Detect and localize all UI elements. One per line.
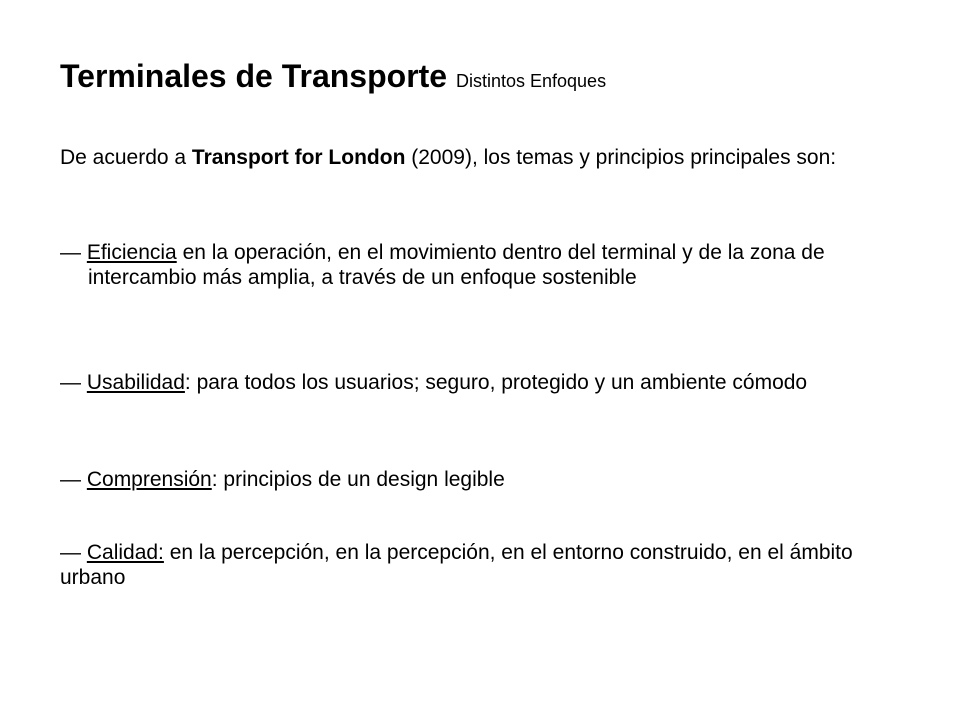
bullet-text: : para todos los usuarios; seguro, protegido y un ambiente cómodo <box>184 371 808 394</box>
bullet-dash: — <box>60 241 81 264</box>
bullet-dash: — <box>60 468 81 491</box>
intro-before: De acuerdo a <box>60 146 192 169</box>
bullet-comprension <box>60 467 920 492</box>
bullet-calidad <box>60 540 920 590</box>
bullet-term: Calidad: <box>86 541 164 564</box>
bullet-term: Usabilidad <box>86 371 185 394</box>
bullet-term: Eficiencia <box>86 241 177 264</box>
bullet-usabilidad <box>60 370 920 395</box>
slide-title <box>60 56 606 101</box>
bullet-text: en la percepción, en la percepción, en el entorno construido, en el ámbito urbano <box>60 541 853 589</box>
title-subtitle: Distintos Enfoques <box>455 71 607 91</box>
intro-paragraph <box>60 145 920 170</box>
bullet-text: : principios de un design legible <box>211 468 505 491</box>
bullet-eficiencia <box>60 240 920 290</box>
intro-after: (2009), los temas y principios principales son: <box>405 146 837 169</box>
bullet-term: Comprensión <box>86 468 212 491</box>
bullet-dash: — <box>60 371 81 394</box>
bullet-dash: — <box>60 541 81 564</box>
title-main: Terminales de Transporte <box>60 58 448 94</box>
intro-source: Transport for London <box>191 146 406 169</box>
bullet-text: en la operación, en el movimiento dentro del terminal y de la zona de intercambio más amplia, a través de un enfoque sostenible <box>88 241 825 289</box>
